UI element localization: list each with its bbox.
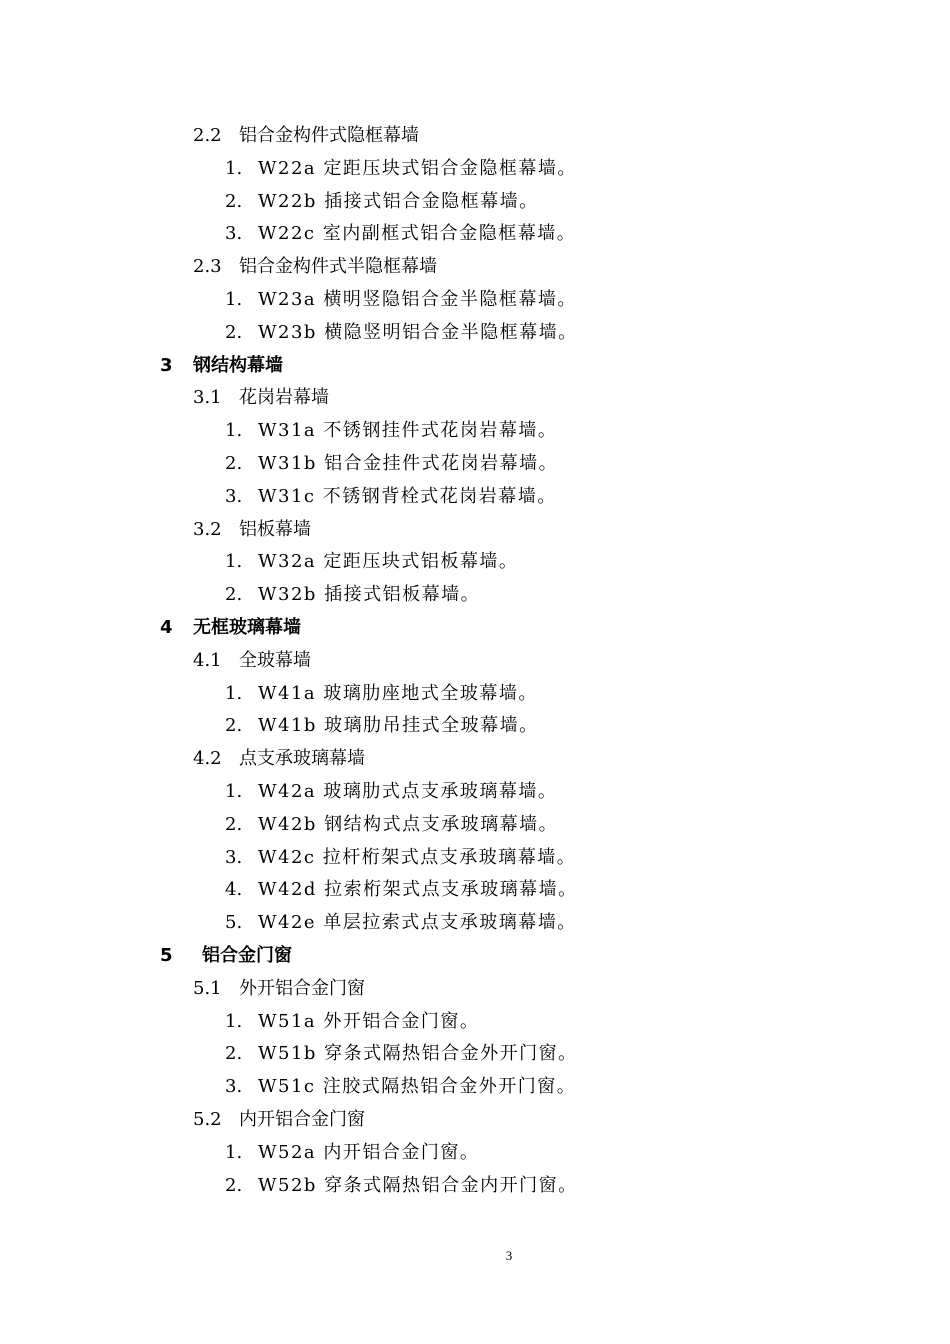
list-item: 2. W51b 穿条式隔热铝合金外开门窗。: [225, 1043, 578, 1065]
page-number: 3: [505, 1248, 513, 1263]
list-item: 5. W42e 单层拉索式点支承玻璃幕墙。: [225, 912, 577, 934]
subsection-heading: 3.2 铝板幕墙: [193, 518, 311, 540]
list-item: 3. W31c 不锈钢背栓式花岗岩幕墙。: [225, 485, 557, 507]
list-item: 2. W52b 穿条式隔热铝合金内开门窗。: [225, 1174, 578, 1196]
list-item: 2. W42b 钢结构式点支承玻璃幕墙。: [225, 813, 559, 835]
section-heading: 3 钢结构幕墙: [160, 354, 283, 376]
list-item: 1. W32a 定距压块式铝板幕墙。: [225, 551, 519, 573]
subsection-heading: 2.2 铝合金构件式隐框幕墙: [193, 125, 419, 146]
section-heading: 4 无框玻璃幕墙: [160, 616, 301, 638]
list-item: 2. W41b 玻璃肋吊挂式全玻幕墙。: [225, 715, 539, 737]
list-item: 3. W42c 拉杆桁架式点支承玻璃幕墙。: [225, 846, 577, 868]
list-item: 1. W52a 内开铝合金门窗。: [225, 1141, 480, 1163]
list-item: 4. W42d 拉索桁架式点支承玻璃幕墙。: [225, 879, 578, 901]
document-body: [0, 120, 950, 1202]
list-item: 2. W23b 横隐竖明铝合金半隐框幕墙。: [225, 321, 578, 343]
subsection-heading: 5.2 内开铝合金门窗: [193, 1108, 365, 1130]
subsection-heading: 4.2 点支承玻璃幕墙: [193, 748, 365, 770]
list-item: 1. W23a 横明竖隐铝合金半隐框幕墙。: [225, 288, 577, 310]
list-item: 1. W22a 定距压块式铝合金隐框幕墙。: [225, 157, 577, 179]
list-item: 2. W22b 插接式铝合金隐框幕墙。: [225, 190, 539, 212]
list-item: 1. W51a 外开铝合金门窗。: [225, 1010, 480, 1032]
list-item: 1. W31a 不锈钢挂件式花岗岩幕墙。: [225, 420, 558, 442]
section-heading: 5 铝合金门窗: [160, 944, 292, 966]
subsection-heading: 3.1 花岗岩幕墙: [193, 387, 329, 409]
list-item: 2. W32b 插接式铝板幕墙。: [225, 584, 481, 606]
subsection-heading: 2.3 铝合金构件式半隐框幕墙: [193, 256, 437, 278]
list-item: 2. W31b 铝合金挂件式花岗岩幕墙。: [225, 452, 559, 474]
list-item: 1. W42a 玻璃肋式点支承玻璃幕墙。: [225, 780, 558, 802]
list-item: 1. W41a 玻璃肋座地式全玻幕墙。: [225, 682, 538, 704]
subsection-heading: 4.1 全玻幕墙: [193, 649, 311, 671]
subsection-heading: 5.1 外开铝合金门窗: [193, 977, 365, 999]
list-item: 3. W22c 室内副框式铝合金隐框幕墙。: [225, 223, 577, 245]
list-item: 3. W51c 注胶式隔热铝合金外开门窗。: [225, 1076, 577, 1098]
